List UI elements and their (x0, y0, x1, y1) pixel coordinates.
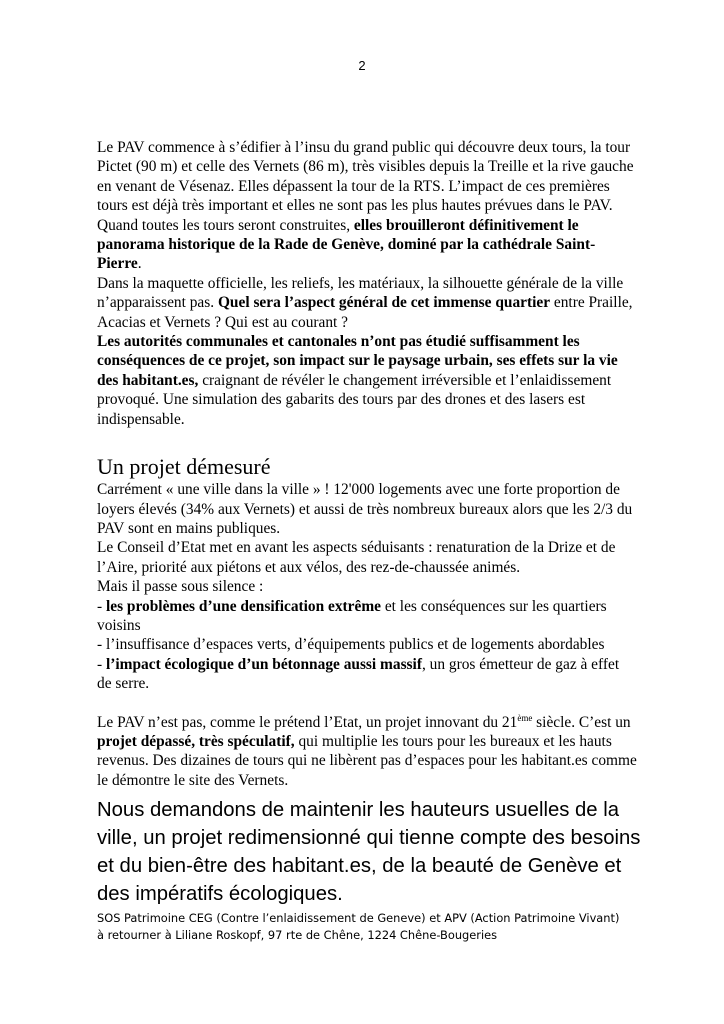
text-run: Le PAV n’est pas, comme le prétend l’Etat, un projet innovant du 21 (97, 713, 518, 731)
section-paragraph-silence: Mais il passe sous silence : (97, 578, 264, 596)
section-heading: Un projet démesuré (97, 454, 271, 480)
bold-text-run: l’impact écologique d’un bétonnage aussi massif (105, 655, 422, 673)
text-run: , un gros émetteur de gaz à effet de serre. (97, 655, 620, 693)
bold-text-run: Les autorités communales et cantonales n’ont pas étudié suffisamment les conséquences de ce projet, son impact sur le paysage urbain, ses effets sur la vie des habitant.es, (97, 333, 618, 389)
bullet-green-spaces: - l’insuffisance d’espaces verts, d’équipements publics et de logements abordables (97, 636, 605, 654)
bullet-ecology (97, 655, 637, 694)
spacer (97, 694, 637, 713)
text-run: - (97, 597, 106, 615)
page-number: 2 (358, 58, 366, 73)
bold-text-run: elles brouilleront définitivement le panorama historique de la Rade de Genève, dominé par la cathédrale Saint-Pierre (97, 216, 596, 273)
demand-statement: Nous demandons de maintenir les hauteurs usuelles de la ville, un projet redimensionné qui tienne compte des besoins et du bien-être des habitant.es, de la beauté de Genève et des impératifs écologiques. (97, 799, 641, 905)
intro-paragraph-maquette (97, 274, 637, 332)
text-run: entre Praille, Acacias et Vernets ? Qui est au courant ? (97, 294, 633, 331)
intro-paragraph-towers: Le PAV commence à s’édifier à l’insu du grand public qui découvre deux tours, la tour Pictet (90 m) et celle des Vernets (86 m), très visibles depuis la Treille et la rive gauche en venant de Vésenaz. Elles dépassent la tour de la RTS. L’impact de ces premières tours est déjà très important et elles ne sont pas les plus hautes prévues dans le PAV. (97, 139, 634, 215)
section-paragraph-conseil: Le Conseil d’Etat met en avant les aspects séduisants : renaturation de la Drize et de l’Aire, priorité aux piétons et aux vélos, des rez-de-chaussée animés. (97, 539, 616, 576)
main-text (97, 138, 637, 790)
text-run: Dans la maquette officielle, les reliefs, les matériaux, la silhouette générale de la ville n’apparaissent pas. (97, 274, 624, 312)
text-run: Quand toutes les tours seront construites, (97, 216, 354, 234)
text-run: craignant de révéler le changement irréversible et l’enlaidissement provoqué. Une simulation des gabarits des tours par des drones et des lasers est indispensable. (97, 371, 612, 428)
section-paragraph-housing: Carrément « une ville dans la ville » ! 12'000 logements avec une forte proportion de loyers élevés (34% aux Vernets) et aussi de très nombreux bureaux alors que les 2/3 du PAV sont en mains publiques. (97, 481, 633, 537)
text-run: . (137, 255, 142, 273)
footer (97, 910, 677, 944)
intro-paragraph-authorities (97, 332, 637, 429)
bullet-densification (97, 597, 637, 636)
bold-text-run: Quel sera l’aspect général de cet immense quartier (217, 294, 551, 312)
text-run: et les conséquences sur les quartiers voisins (97, 597, 607, 634)
bold-text-run: projet dépassé, très spéculatif, (97, 732, 295, 750)
footer-return-address: à retourner à Liliane Roskopf, 97 rte de Chêne, 1224 Chêne-Bougeries (97, 928, 498, 942)
bold-text-run: les problèmes d’une densification extrême (105, 597, 381, 615)
closing-paragraph (97, 713, 637, 791)
text-run: - (97, 655, 106, 673)
text-run: qui multiplie les tours pour les bureaux et les hauts revenus. Des dizaines de tours qui ne libèrent pas d’espaces pour les habitant.es comme le démontre le site des Vernets. (97, 732, 637, 789)
spacer (97, 429, 637, 448)
superscript: ème (517, 712, 533, 723)
text-run: siècle. C’est un (532, 713, 631, 731)
footer-organizations: SOS Patrimoine CEG (Contre l’enlaidissement de Geneve) et APV (Action Patrimoine Vivant) (97, 911, 620, 925)
intro-paragraph-panorama (97, 216, 637, 274)
